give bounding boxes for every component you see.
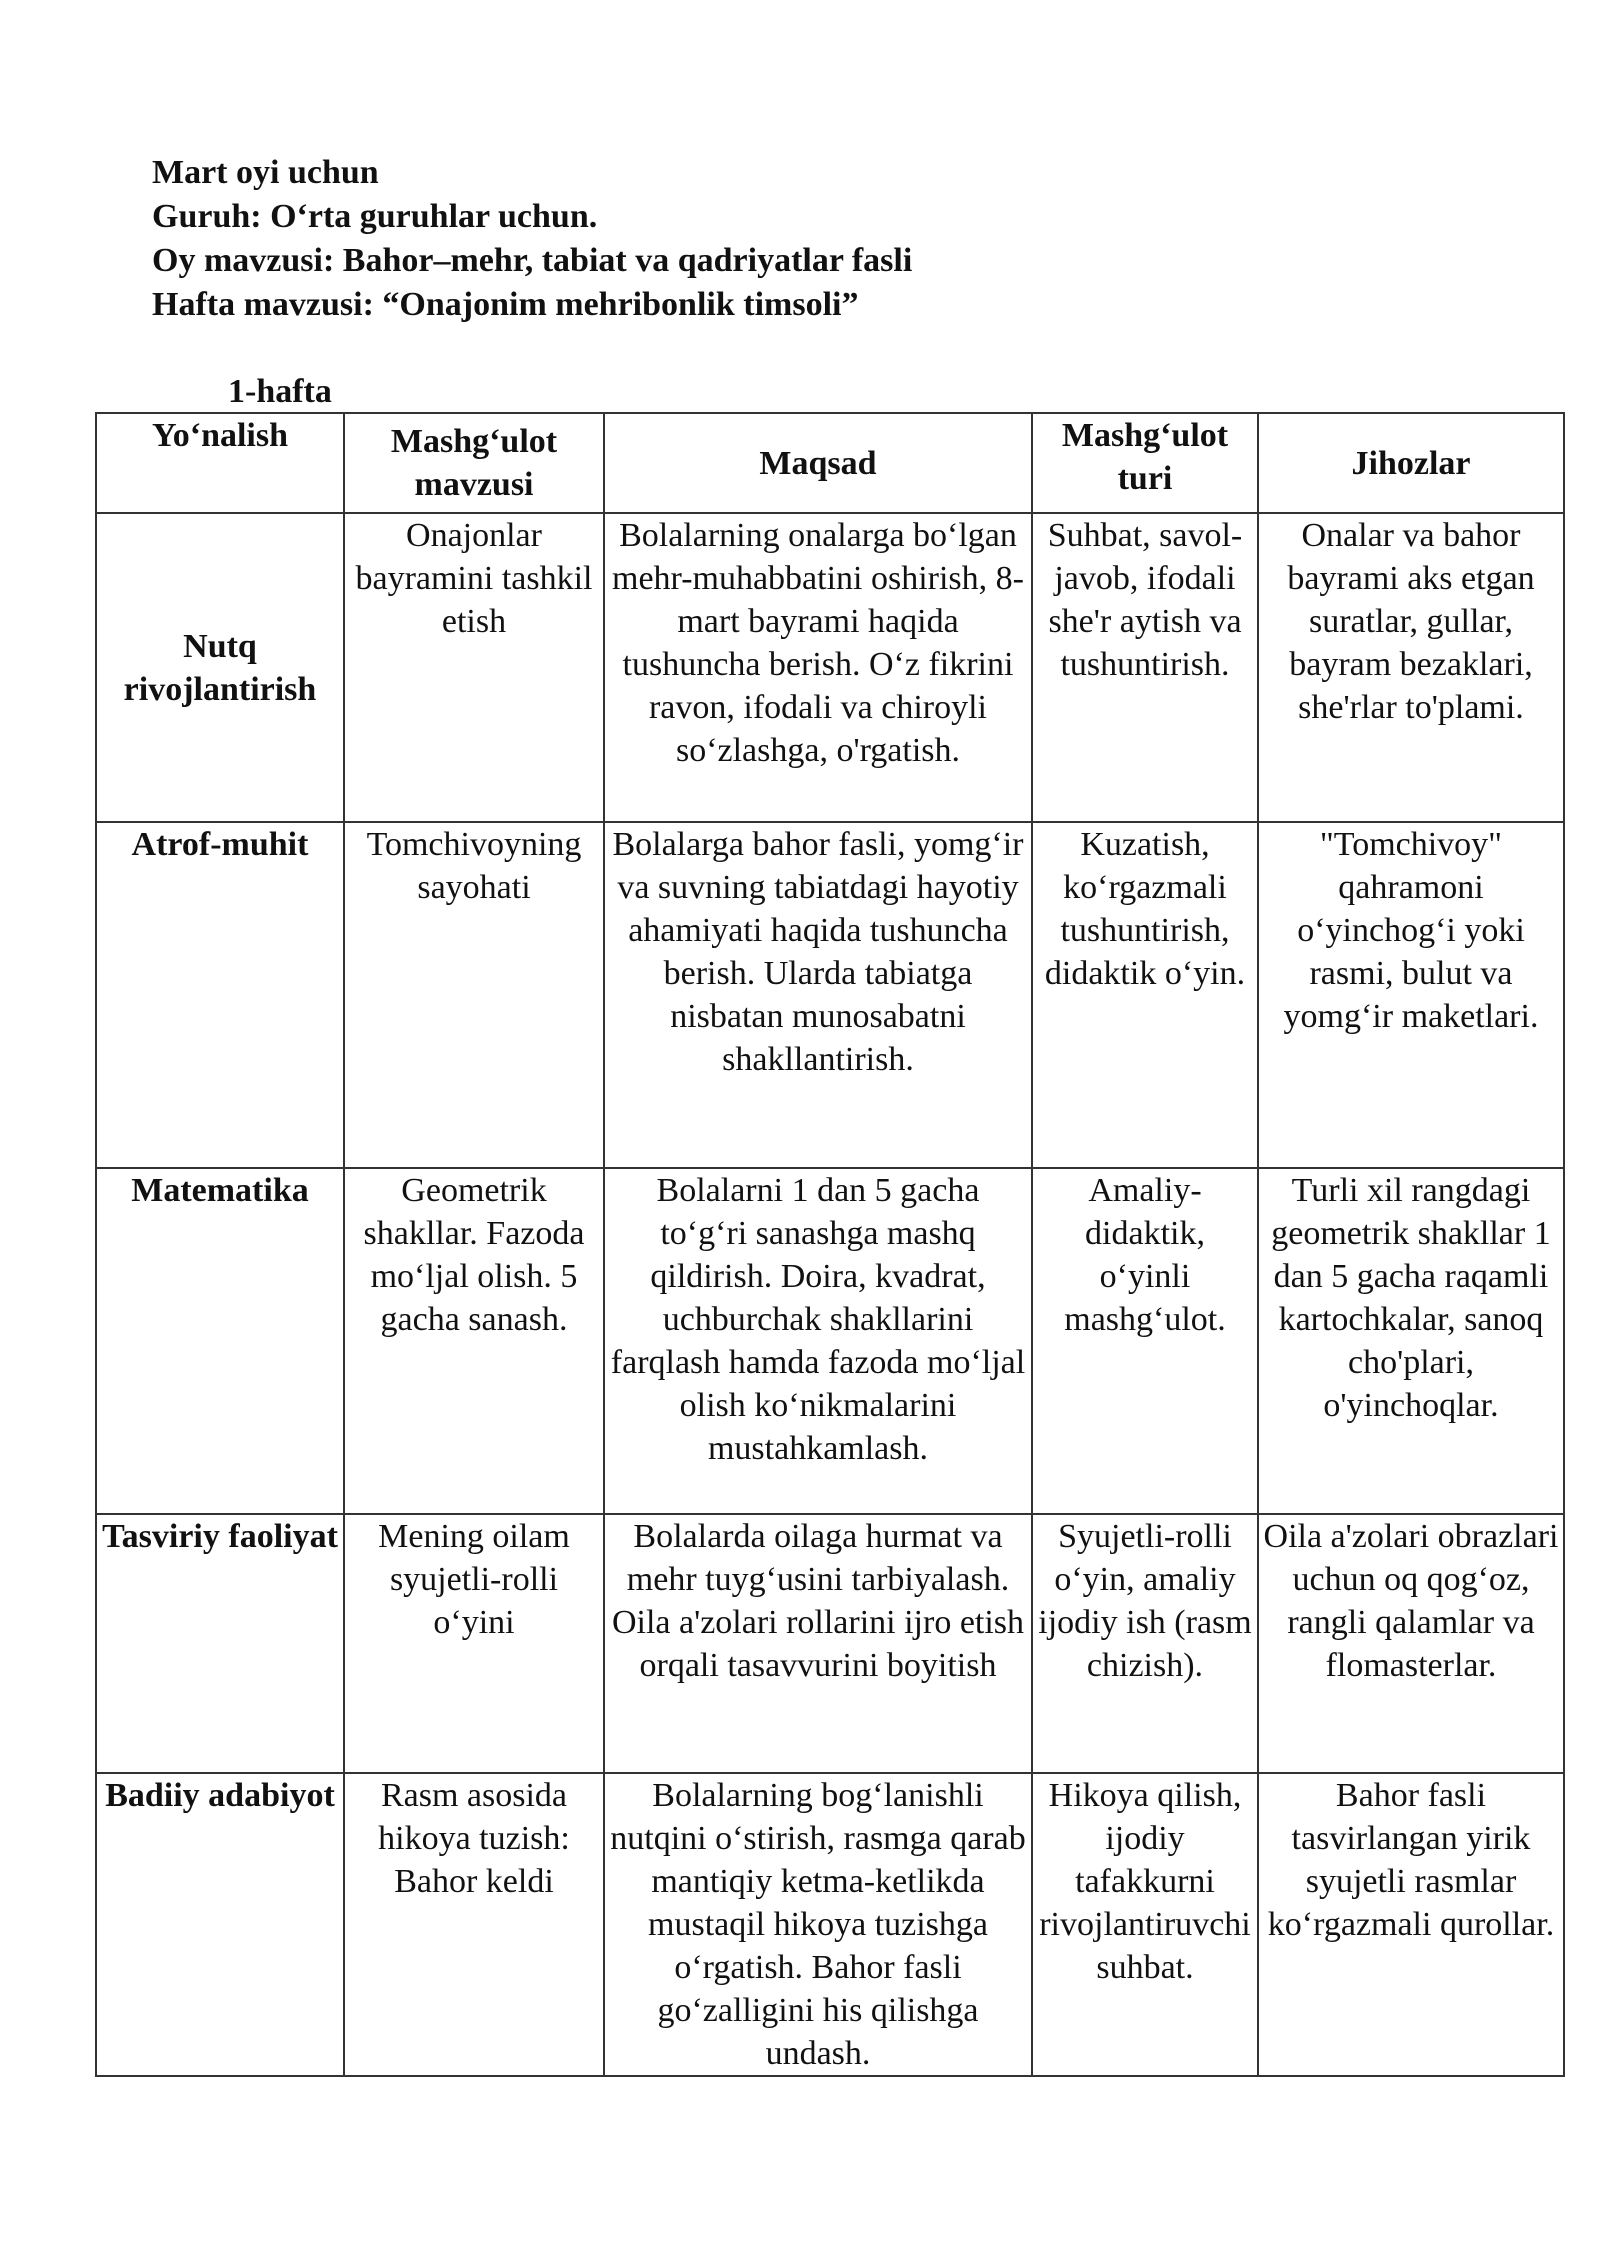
cell-goal: Bolalarni 1 dan 5 gacha to‘g‘ri sanashga mashq qildirish. Doira, kvadrat, uchburchak shakllarini farqlash hamda fazoda mo‘ljal olish ko‘nikmalarini mustahkamlash. — [604, 1168, 1032, 1514]
cell-direction: Tasviriy faoliyat — [96, 1514, 344, 1773]
header-month-theme: Oy mavzusi: Bahor–mehr, tabiat va qadriyatlar fasli — [152, 242, 913, 279]
cell-goal: Bolalarning onalarga bo‘lgan mehr-muhabbatini oshirish, 8-mart bayrami haqida tushuncha berish. O‘z fikrini ravon, ifodali va chiroyli so‘zlashga, o'rgatish. — [604, 513, 1032, 822]
cell-direction: Nutq rivojlantirish — [96, 513, 344, 822]
week-label: 1-hafta — [228, 373, 332, 410]
cell-topic: Mening oilam syujetli-rolli o‘yini — [344, 1514, 604, 1773]
cell-equipment: Turli xil rangdagi geometrik shakllar 1 dan 5 gacha raqamli kartochkalar, sanoq cho'plari, o'yinchoqlar. — [1258, 1168, 1564, 1514]
cell-topic: Onajonlar bayramini tashkil etish — [344, 513, 604, 822]
cell-type: Kuzatish, ko‘rgazmali tushuntirish, didaktik o‘yin. — [1032, 822, 1258, 1168]
cell-equipment: "Tomchivoy" qahramoni o‘yinchog‘i yoki rasmi, bulut va yomg‘ir maketlari. — [1258, 822, 1564, 1168]
cell-type: Hikoya qilish, ijodiy tafakkurni rivojlantiruvchi suhbat. — [1032, 1773, 1258, 2076]
header-month: Mart oyi uchun — [152, 154, 379, 191]
cell-type: Suhbat, savol-javob, ifodali she'r aytish va tushuntirish. — [1032, 513, 1258, 822]
column-header-direction: Yo‘nalish — [96, 413, 344, 513]
cell-type: Amaliy-didaktik, o‘yinli mashg‘ulot. — [1032, 1168, 1258, 1514]
document-header — [152, 151, 912, 327]
cell-type: Syujetli-rolli o‘yin, amaliy ijodiy ish (rasm chizish). — [1032, 1514, 1258, 1773]
cell-equipment: Onalar va bahor bayrami aks etgan suratlar, gullar, bayram bezaklari, she'rlar to'plami. — [1258, 513, 1564, 822]
lesson-plan-table — [95, 412, 1565, 2077]
table-row — [96, 1514, 1564, 1773]
table-row — [96, 513, 1564, 822]
table-row — [96, 822, 1564, 1168]
column-header-equipment: Jihozlar — [1258, 413, 1564, 513]
cell-goal: Bolalarda oilaga hurmat va mehr tuyg‘usini tarbiyalash. Oila a'zolari rollarini ijro etish orqali tasavvurini boyitish — [604, 1514, 1032, 1773]
header-week-theme: Hafta mavzusi: “Onajonim mehribonlik timsoli” — [152, 286, 859, 323]
column-header-goal: Maqsad — [604, 413, 1032, 513]
cell-equipment: Bahor fasli tasvirlangan yirik syujetli rasmlar ko‘rgazmali qurollar. — [1258, 1773, 1564, 2076]
column-header-type: Mashg‘ulot turi — [1032, 413, 1258, 513]
header-group: Guruh: O‘rta guruhlar uchun. — [152, 198, 598, 235]
table-header-row — [96, 413, 1564, 513]
cell-topic: Tomchivoyning sayohati — [344, 822, 604, 1168]
cell-goal: Bolalarning bog‘lanishli nutqini o‘stirish, rasmga qarab mantiqiy ketma-ketlikda mustaqil hikoya tuzishga o‘rgatish. Bahor fasli go‘zalligini his qilishga undash. — [604, 1773, 1032, 2076]
cell-direction: Matematika — [96, 1168, 344, 1514]
cell-direction: Badiiy adabiyot — [96, 1773, 344, 2076]
table-row — [96, 1773, 1564, 2076]
column-header-topic: Mashg‘ulot mavzusi — [344, 413, 604, 513]
cell-equipment: Oila a'zolari obrazlari uchun oq qog‘oz, rangli qalamlar va flomasterlar. — [1258, 1514, 1564, 1773]
cell-topic: Rasm asosida hikoya tuzish: Bahor keldi — [344, 1773, 604, 2076]
cell-goal: Bolalarga bahor fasli, yomg‘ir va suvning tabiatdagi hayotiy ahamiyati haqida tushuncha berish. Ularda tabiatga nisbatan munosabatni shakllantirish. — [604, 822, 1032, 1168]
cell-topic: Geometrik shakllar. Fazoda mo‘ljal olish. 5 gacha sanash. — [344, 1168, 604, 1514]
table-row — [96, 1168, 1564, 1514]
cell-direction: Atrof-muhit — [96, 822, 344, 1168]
